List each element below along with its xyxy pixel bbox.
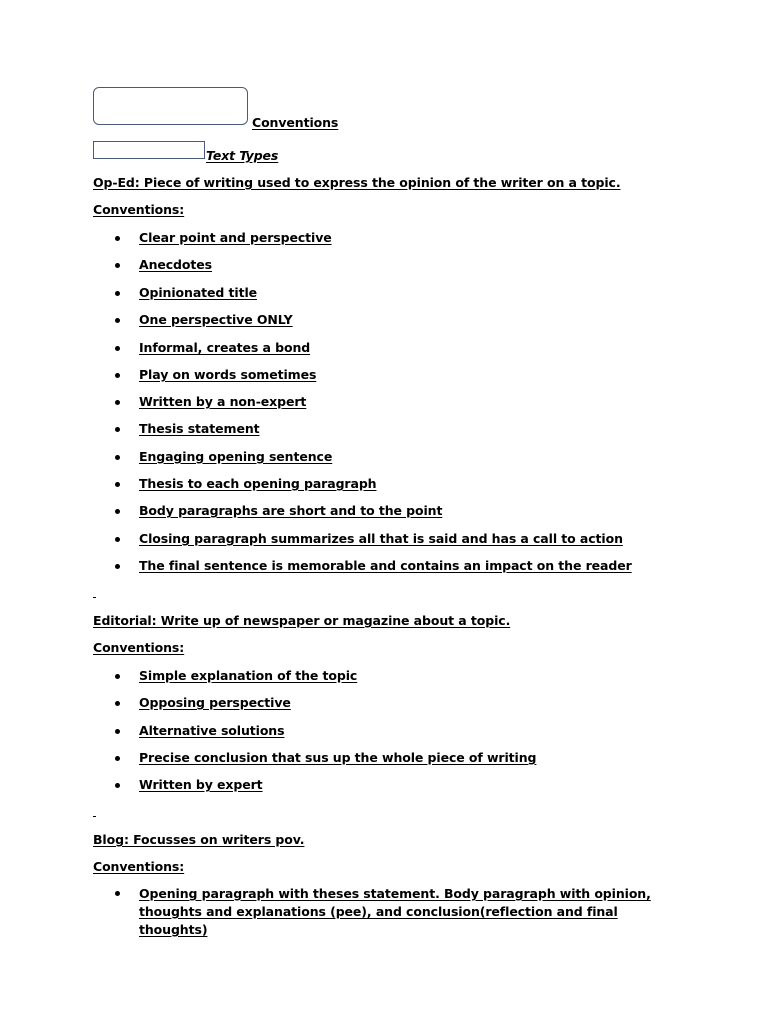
title-text-box [93, 87, 248, 125]
list-item: Written by expert [139, 777, 263, 792]
list-item: Opposing perspective [139, 695, 291, 710]
list-item: Written by a non-expert [139, 394, 307, 409]
section-subtitle: Text Types [206, 148, 279, 163]
list-item: The final sentence is memorable and contains an impact on the reader [139, 558, 632, 573]
oped-conventions-label: Conventions: [93, 202, 185, 217]
list-item: One perspective ONLY [139, 312, 293, 327]
separator-mark [93, 816, 96, 817]
list-item: Body paragraphs are short and to the point [139, 503, 443, 518]
list-item: Anecdotes [139, 257, 212, 272]
list-item: Play on words sometimes [139, 367, 317, 382]
editorial-heading: Editorial: Write up of newspaper or magazine about a topic. [93, 613, 511, 628]
editorial-conventions-label: Conventions: [93, 640, 185, 655]
list-item: Closing paragraph summarizes all that is said and has a call to action [139, 531, 623, 546]
list-item: Simple explanation of the topic [139, 668, 358, 683]
list-item: Opening paragraph with theses statement. Body paragraph with opinion, thoughts and explanations (pee), and conclusion(reflection and final thoughts) [139, 885, 664, 939]
list-item: Precise conclusion that sus up the whole piece of writing [139, 750, 537, 765]
list-item: Alternative solutions [139, 723, 285, 738]
list-item: Engaging opening sentence [139, 449, 333, 464]
list-item: Informal, creates a bond [139, 340, 311, 355]
list-item: Opinionated title [139, 285, 258, 300]
list-item: Thesis to each opening paragraph [139, 476, 377, 491]
blog-heading: Blog: Focusses on writers pov. [93, 832, 305, 847]
blog-conventions-label: Conventions: [93, 859, 185, 874]
oped-heading: Op-Ed: Piece of writing used to express the opinion of the writer on a topic. [93, 175, 621, 190]
subtitle-text-box [93, 141, 205, 159]
separator-mark [93, 597, 96, 598]
list-item: Thesis statement [139, 421, 260, 436]
list-item: Clear point and perspective [139, 230, 332, 245]
page-title: Conventions [252, 115, 339, 130]
